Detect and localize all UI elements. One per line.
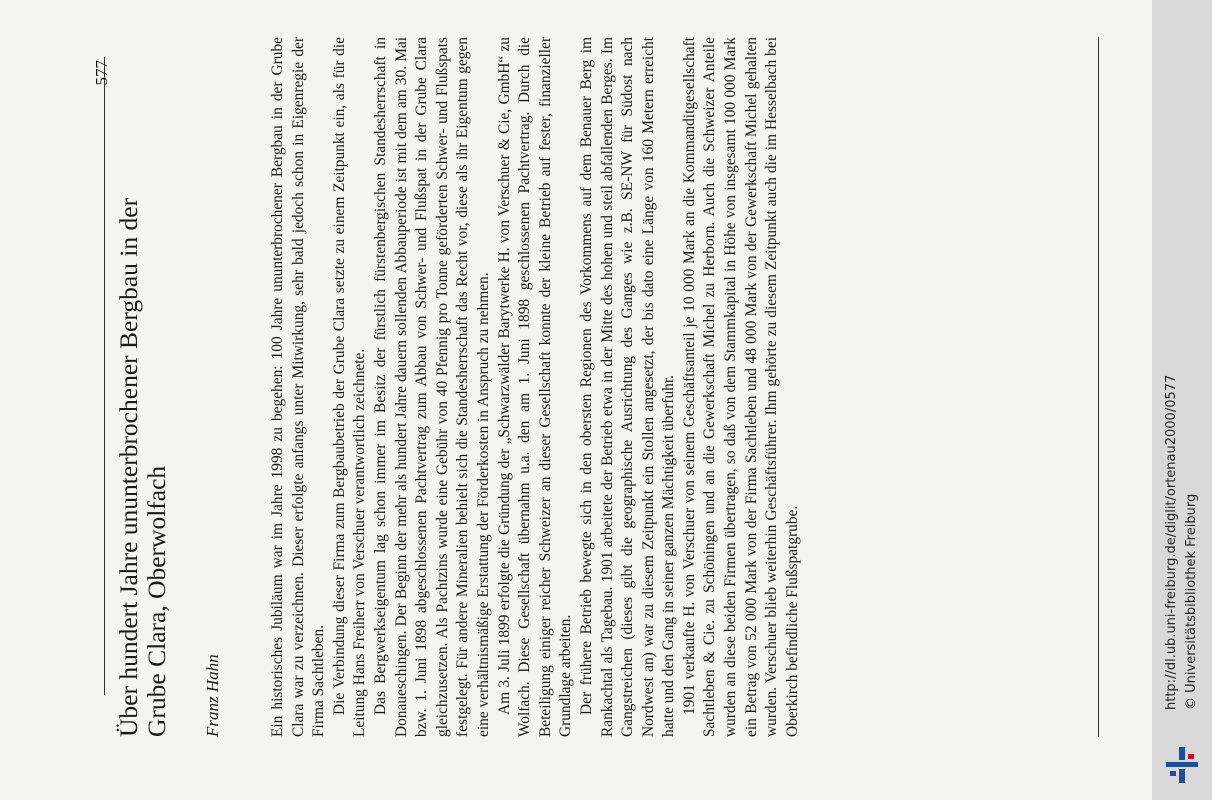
title-line: Über hundert Jahre ununterbrochener Bergbau in der	[114, 197, 143, 737]
paragraph: 1901 verkaufte H. von Verschuer von seinem Geschäftsanteil je 10 000 Mark an die Kommanditgesellschaft Sachtleben & Cie. zu Schöningen und an die Gewerkschaft Michel zu Herborn. Auch die Schweizer Anteile wurden an diese beiden Firmen übertragen, so daß von dem Stammkapital in Höhe von insgesamt 100 000 Mark ein Betrag von 52 000 Mark von der Firma Sachtleben und 48 000 Mark von der Gewerkschaft Michel gehalten wurden. Verschuer blieb weiterhin Geschäftsführer. Ihm gehörte zu diesem Zeitpunkt auch die im Hesselbach bei Oberkirch befindliche Flußspatgrube.	[680, 37, 801, 737]
article-body	[268, 37, 803, 737]
page-number: 577	[92, 60, 111, 86]
library-sidebar	[1152, 0, 1212, 800]
footer-rule	[1098, 37, 1099, 737]
source-url[interactable]: http://dl.ub.uni-freiburg.de/diglit/ortenau2000/0577	[1164, 374, 1179, 710]
copyright-notice: © Universitätsbibliothek Freiburg	[1184, 493, 1199, 710]
ub-freiburg-logo-icon	[1164, 745, 1200, 785]
paragraph: Ein historisches Jubiläum war im Jahre 1998 zu begehen: 100 Jahre ununterbrochener Bergbau in der Grube Clara war zu verzeichnen. Dieser erfolgte anfangs unter Mitwirkung, sehr bald jedoch schon in Eigenregie der Firma Sachtleben.	[269, 37, 328, 737]
article-title	[115, 57, 171, 737]
paragraph: Am 3. Juli 1899 erfolgte die Gründung der „Schwarzwälder Barytwerke H. von Verschuer & Cie, GmbH“ zu Wolfach. Diese Gesellschaft übernahm u.a. den am 1. Juni 1898 geschlossenen Pachtvertrag. Durch die Beteiligung einiger reicher Schweizer an dieser Gesellschaft konnte der kleine Betrieb auf fester, finanzieller Grundlage arbeiten.	[495, 37, 575, 737]
author-name: Franz Hahn	[203, 654, 222, 737]
header-rule	[104, 57, 105, 695]
paragraph: Der frühere Betrieb bewegte sich in den obersten Regionen des Vorkommens auf dem Benauer Berg im Rankachtal als Tagebau. 1901 arbeitete der Betrieb etwa in der Mitte des hohen und steil abfallenden Berges. Im Gangstreichen (dieses gibt die geographische Ausrichtung des Ganges wie z.B. SE-NW für Südost nach Nordwest an) war zu diesem Zeitpunkt ein Stollen angesetzt, der bis dato eine Länge von 160 Metern erreicht hatte und den Gang in seiner ganzen Mächtigkeit überfuhr.	[577, 37, 678, 737]
paragraph: Das Bergwerkseigentum lag schon immer im Besitz der fürstlich fürstenbergischen Standesherrschaft in Donaueschingen. Der Beginn der mehr als hundert Jahre dauern sollenden Abbauperiode ist mit dem am 30. Mai bzw. 1. Juni 1898 abgeschlossenen Pachtvertrag zum Abbau von Schwer- und Flußspat in der Grube Clara gleichzusetzen. Als Pachtzins wurde eine Gebühr von 40 Pfennig pro Tonne geförderten Schwer- und Flußspats festgelegt. Für andere Mineralien behielt sich die Standesherrschaft das Recht vor, diese als ihr Eigentum gegen eine verhältnismäßige Erstattung der Förderkosten in Anspruch zu nehmen.	[371, 37, 492, 737]
title-line: Grube Clara, Oberwolfach	[142, 465, 171, 737]
sidebar-rotated-text	[1152, 0, 1212, 800]
title-block	[104, 57, 171, 737]
paragraph: Die Verbindung dieser Firma zum Bergbaubetrieb der Grube Clara setzte zu einem Zeitpunkt ein, als für die Leitung Hans Freiherr von Verschuer verantwortlich zeichnete.	[330, 37, 369, 737]
